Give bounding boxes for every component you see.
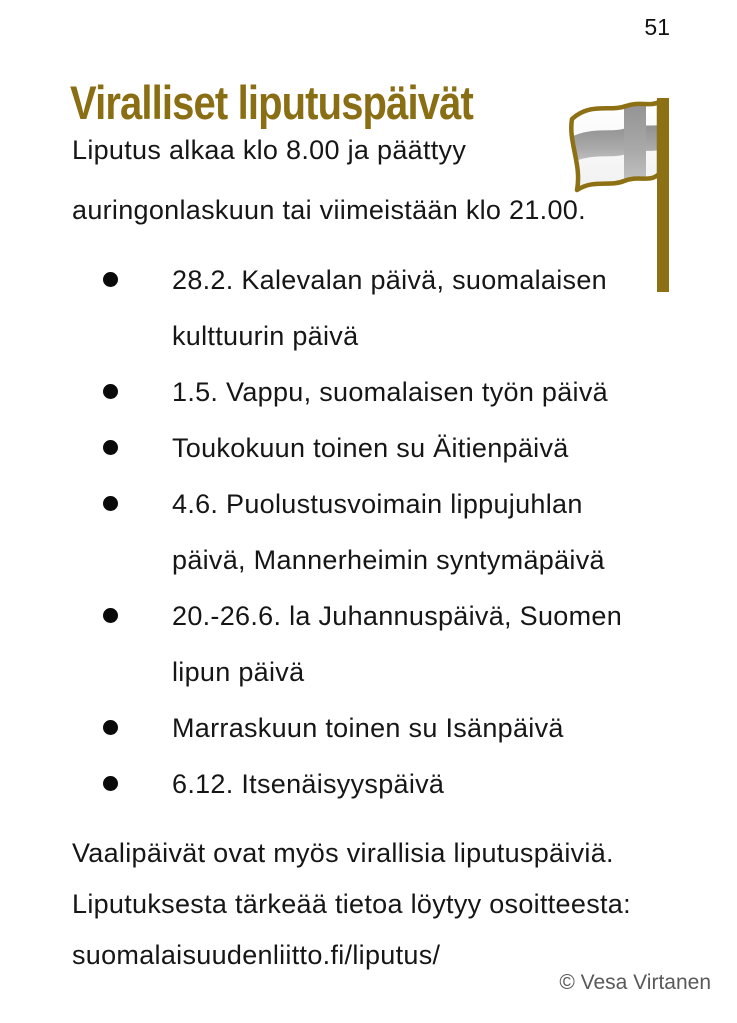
bullet-dot	[103, 496, 118, 511]
list-item-line: 1.5. Vappu, suomalaisen työn päivä	[172, 377, 608, 407]
page-number: 51	[644, 14, 670, 40]
list-item-line: Marraskuun toinen su Isänpäivä	[172, 713, 564, 743]
list-item-line: 6.12. Itsenäisyyspäivä	[172, 769, 445, 799]
list-item-line: 4.6. Puolustusvoimain lippujuhlan	[172, 489, 583, 519]
list-item	[72, 476, 622, 588]
bullet-dot	[103, 720, 118, 735]
list-item-line: kulttuurin päivä	[172, 321, 359, 351]
list-item	[72, 700, 622, 756]
bullet-dot	[103, 776, 118, 791]
page-title: Viralliset liputuspäivät	[70, 76, 473, 130]
list-item	[72, 588, 622, 700]
list-item-line: Toukokuun toinen su Äitienpäivä	[172, 433, 569, 463]
list-item	[72, 756, 622, 812]
intro-line: Liputus alkaa klo 8.00 ja päättyy	[72, 135, 467, 165]
footer-line: Vaalipäivät ovat myös virallisia liputuspäiviä.	[72, 838, 614, 868]
list-item-line: päivä, Mannerheimin syntymäpäivä	[172, 545, 605, 575]
bullet-dot	[103, 440, 118, 455]
footer-paragraph	[72, 828, 631, 981]
copyright-notice: © Vesa Virtanen	[559, 971, 711, 994]
list-item	[72, 364, 622, 420]
intro-paragraph	[72, 120, 586, 240]
footer-line: Liputuksesta tärkeää tietoa löytyy osoitteesta:	[72, 889, 631, 919]
list-item-line: 20.-26.6. la Juhannuspäivä, Suomen	[172, 601, 623, 631]
flag-day-list	[72, 252, 622, 812]
bullet-dot	[103, 384, 118, 399]
bullet-dot	[103, 608, 118, 623]
list-item-line: 28.2. Kalevalan päivä, suomalaisen	[172, 265, 607, 295]
list-item	[72, 252, 622, 364]
bullet-dot	[103, 272, 118, 287]
list-item-line: lipun päivä	[172, 657, 305, 687]
list-item	[72, 420, 622, 476]
footer-url: suomalaisuudenliitto.fi/liputus/	[72, 940, 441, 970]
intro-line: auringonlaskuun tai viimeistään klo 21.00.	[72, 195, 586, 225]
